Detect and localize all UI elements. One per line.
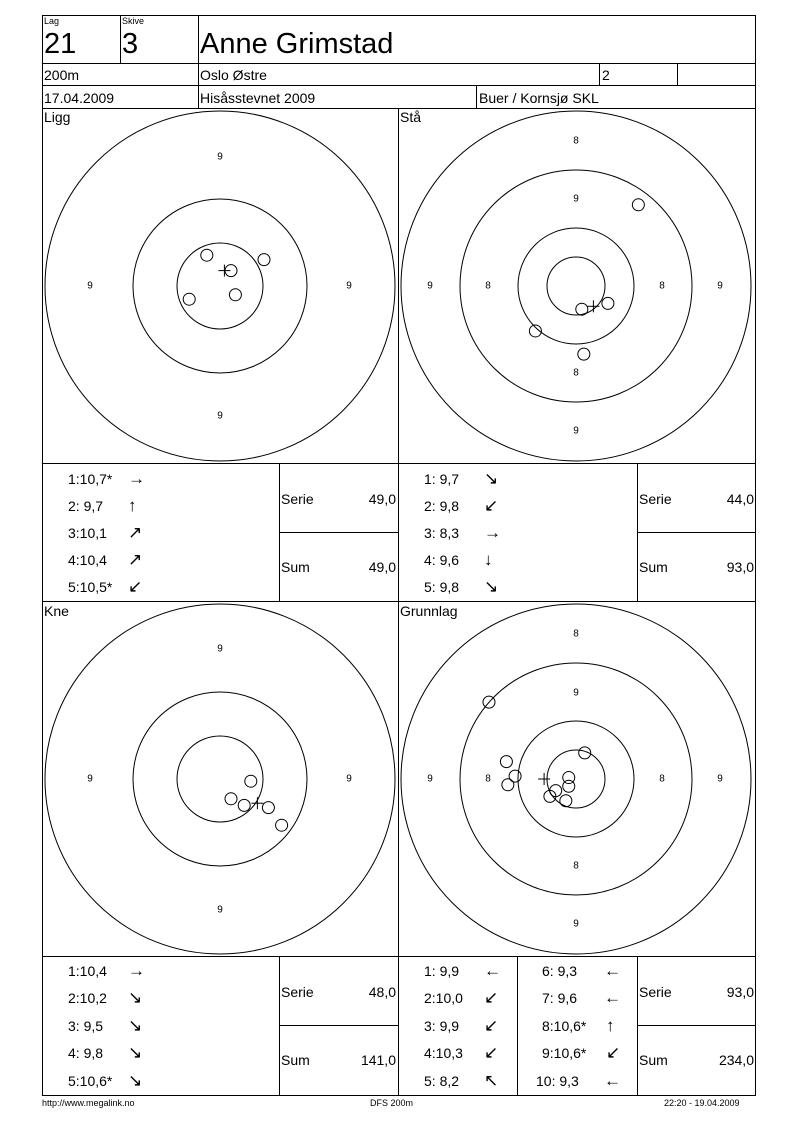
shot-hole bbox=[576, 303, 588, 315]
lag-value: 21 bbox=[44, 28, 77, 60]
ring-label: 9 bbox=[573, 425, 579, 437]
target-ring bbox=[133, 199, 307, 373]
target-ring bbox=[45, 604, 395, 954]
direction-arrow-icon: ↘ bbox=[128, 1016, 143, 1035]
club-name: Oslo Østre bbox=[200, 67, 267, 83]
sum-label: Sum bbox=[639, 1052, 668, 1068]
sum-label: Sum bbox=[639, 559, 668, 575]
direction-arrow-icon: ↙ bbox=[128, 577, 143, 596]
direction-arrow-icon: ↘ bbox=[128, 1071, 143, 1090]
direction-arrow-icon: ↘ bbox=[128, 1043, 143, 1062]
direction-arrow-icon: ↙ bbox=[484, 1043, 499, 1062]
shot-hole bbox=[229, 289, 241, 301]
direction-arrow-icon: ↗ bbox=[128, 550, 143, 569]
serie-value: 48,0 bbox=[368, 984, 396, 1000]
target-ring bbox=[177, 736, 263, 822]
ring-label: 8 bbox=[573, 628, 579, 640]
direction-arrow-icon: ↘ bbox=[128, 988, 143, 1007]
shot-label: 1: 9,9 bbox=[424, 963, 460, 979]
skive-value: 3 bbox=[122, 28, 139, 60]
target-ring bbox=[401, 604, 751, 954]
shot-label: 2:10,2 bbox=[68, 990, 107, 1006]
ring-label: 8 bbox=[573, 367, 579, 379]
shot-hole bbox=[509, 770, 521, 782]
sum-value: 93,0 bbox=[726, 559, 754, 575]
serie-value: 49,0 bbox=[368, 491, 396, 507]
ring-label: 9 bbox=[217, 410, 223, 422]
ring-label: 9 bbox=[87, 773, 93, 785]
target-ring bbox=[401, 111, 751, 461]
shot-label: 3: 9,9 bbox=[424, 1018, 460, 1034]
serie-label: Serie bbox=[281, 491, 314, 507]
ring-label: 9 bbox=[573, 193, 579, 205]
shot-hole bbox=[502, 779, 514, 791]
direction-arrow-icon: ↑ bbox=[606, 1016, 615, 1035]
shot-hole bbox=[276, 819, 288, 831]
direction-arrow-icon: ↗ bbox=[128, 523, 143, 542]
distance: 200m bbox=[44, 67, 80, 83]
shot-label: 1:10,4 bbox=[68, 963, 107, 979]
ring-label: 9 bbox=[346, 280, 352, 292]
shot-hole bbox=[578, 348, 590, 360]
ring-label: 8 bbox=[659, 773, 665, 785]
shot-label: 8:10,6* bbox=[542, 1018, 587, 1034]
shot-hole bbox=[500, 756, 512, 768]
sum-value: 234,0 bbox=[718, 1052, 754, 1068]
ring-label: 9 bbox=[346, 773, 352, 785]
shot-label: 10: 9,3 bbox=[536, 1073, 579, 1089]
direction-arrow-icon: ↑ bbox=[128, 496, 137, 515]
shot-label: 2: 9,7 bbox=[68, 498, 104, 514]
target-title-ligg: Ligg bbox=[44, 109, 71, 125]
shot-label: 4: 9,6 bbox=[424, 552, 460, 568]
serie-value: 93,0 bbox=[726, 984, 754, 1000]
sum-label: Sum bbox=[281, 559, 310, 575]
shot-hole bbox=[225, 793, 237, 805]
serie-label: Serie bbox=[639, 984, 672, 1000]
shot-hole bbox=[245, 775, 257, 787]
shot-label: 4:10,3 bbox=[424, 1045, 463, 1061]
shot-hole bbox=[238, 799, 250, 811]
direction-arrow-icon: ← bbox=[604, 988, 621, 1007]
shot-label: 4:10,4 bbox=[68, 552, 107, 568]
ring-label: 9 bbox=[87, 280, 93, 292]
shot-label: 6: 9,3 bbox=[542, 963, 578, 979]
shot-label: 9:10,6* bbox=[542, 1045, 587, 1061]
target-ring bbox=[518, 228, 634, 344]
sum-value: 49,0 bbox=[368, 559, 396, 575]
shot-label: 4: 9,8 bbox=[68, 1045, 104, 1061]
ring-label: 8 bbox=[485, 280, 491, 292]
direction-arrow-icon: ↖ bbox=[484, 1071, 499, 1090]
target-ring bbox=[133, 692, 307, 866]
direction-arrow-icon: ↙ bbox=[484, 1016, 499, 1035]
target-ring bbox=[45, 111, 395, 461]
direction-arrow-icon: → bbox=[128, 961, 145, 980]
ring-label: 8 bbox=[573, 860, 579, 872]
shot-label: 2: 9,8 bbox=[424, 498, 460, 514]
ring-label: 9 bbox=[217, 151, 223, 163]
target-title-sta: Stå bbox=[400, 109, 422, 125]
shot-hole bbox=[563, 772, 575, 784]
sum-value: 141,0 bbox=[360, 1052, 396, 1068]
direction-arrow-icon: ↘ bbox=[484, 577, 499, 596]
shot-hole bbox=[560, 795, 572, 807]
ring-label: 8 bbox=[659, 280, 665, 292]
footer-center: DFS 200m bbox=[370, 1098, 414, 1108]
footer-timestamp: 22:20 - 19.04.2009 bbox=[664, 1098, 740, 1108]
shot-label: 2:10,0 bbox=[424, 990, 463, 1006]
shot-label: 5:10,6* bbox=[68, 1073, 113, 1089]
ring-label: 9 bbox=[427, 280, 433, 292]
direction-arrow-icon: ↙ bbox=[606, 1043, 621, 1062]
skive-label: Skive bbox=[122, 16, 145, 26]
ring-label: 9 bbox=[217, 643, 223, 655]
direction-arrow-icon: ↘ bbox=[484, 469, 499, 488]
ring-label: 8 bbox=[485, 773, 491, 785]
shot-label: 5:10,5* bbox=[68, 579, 113, 595]
direction-arrow-icon: ← bbox=[604, 961, 621, 980]
direction-arrow-icon: ← bbox=[604, 1071, 621, 1090]
shot-label: 5: 9,8 bbox=[424, 579, 460, 595]
ring-label: 8 bbox=[573, 135, 579, 147]
sum-label: Sum bbox=[281, 1052, 310, 1068]
shot-label: 3: 8,3 bbox=[424, 525, 460, 541]
serie-value: 44,0 bbox=[726, 491, 754, 507]
shot-label: 3:10,1 bbox=[68, 525, 107, 541]
shot-label: 7: 9,6 bbox=[542, 990, 578, 1006]
shot-label: 1: 9,7 bbox=[424, 471, 460, 487]
ring-label: 9 bbox=[573, 687, 579, 699]
shot-hole bbox=[602, 297, 614, 309]
shot-hole bbox=[183, 293, 195, 305]
target-title-grunnlag: Grunnlag bbox=[400, 603, 458, 619]
ring-label: 9 bbox=[217, 904, 223, 916]
shooter-name: Anne Grimstad bbox=[200, 28, 394, 60]
direction-arrow-icon: ← bbox=[484, 961, 501, 980]
ring-label: 9 bbox=[573, 918, 579, 930]
direction-arrow-icon: → bbox=[128, 469, 145, 488]
ring-label: 9 bbox=[717, 280, 723, 292]
shot-label: 1:10,7* bbox=[68, 471, 113, 487]
target-title-kne: Kne bbox=[44, 603, 69, 619]
shot-hole bbox=[632, 199, 644, 211]
shot-hole bbox=[258, 254, 270, 266]
lag-label: Lag bbox=[44, 16, 60, 26]
serie-label: Serie bbox=[639, 491, 672, 507]
class-value: 2 bbox=[602, 67, 610, 83]
direction-arrow-icon: ↓ bbox=[484, 550, 493, 569]
ring-label: 9 bbox=[427, 773, 433, 785]
shot-label: 5: 8,2 bbox=[424, 1073, 460, 1089]
target-ring bbox=[518, 721, 634, 837]
shot-label: 3: 9,5 bbox=[68, 1018, 104, 1034]
venue: Buer / Kornsjø SKL bbox=[479, 90, 599, 106]
ring-label: 9 bbox=[717, 773, 723, 785]
direction-arrow-icon: ↙ bbox=[484, 496, 499, 515]
date: 17.04.2009 bbox=[44, 90, 115, 106]
event-name: Hisåsstevnet 2009 bbox=[200, 90, 316, 106]
direction-arrow-icon: → bbox=[484, 523, 501, 542]
shot-hole bbox=[201, 249, 213, 261]
direction-arrow-icon: ↙ bbox=[484, 988, 499, 1007]
footer-link[interactable]: http://www.megalink.no bbox=[42, 1098, 135, 1108]
shot-hole bbox=[262, 802, 274, 814]
serie-label: Serie bbox=[281, 984, 314, 1000]
target-ring bbox=[177, 243, 263, 329]
